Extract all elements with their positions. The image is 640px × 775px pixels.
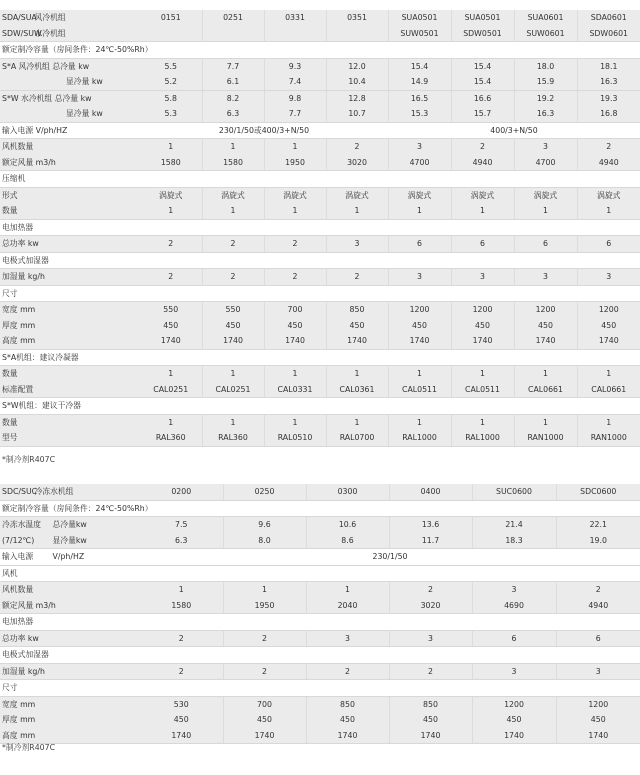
t1-size-title: 尺寸 <box>0 285 640 302</box>
value-cell: SDW0501 <box>451 26 514 42</box>
value-cell: 3 <box>577 269 640 286</box>
value-cell: 3020 <box>389 598 472 614</box>
t1-width-row: 宽度 mm 550 550 700 850 1200 1200 1200 1200 <box>0 302 640 318</box>
value-cell: 2 <box>202 269 264 286</box>
value-cell: 4940 <box>451 155 514 171</box>
value-cell: CAL0331 <box>264 382 326 398</box>
t2-depth-row: 厚度 mm 450 450 450 450 450 450 <box>0 712 640 728</box>
value-cell: SUA0501 <box>388 10 451 26</box>
value-cell: 1950 <box>264 155 326 171</box>
value-cell: 9.3 <box>264 58 326 74</box>
value-cell: 9.6 <box>223 517 306 533</box>
value-cell: 850 <box>389 696 472 712</box>
value-cell: 1 <box>451 203 514 219</box>
value-cell: 1950 <box>223 598 306 614</box>
value-cell: 5.5 <box>140 58 202 74</box>
value-cell: 1 <box>202 139 264 155</box>
value-cell: 2 <box>451 139 514 155</box>
t2-humid-cap-row: 加湿量 kg/h 2 2 2 2 3 3 <box>0 663 640 680</box>
value-cell: 1 <box>140 414 202 430</box>
value-cell: 6 <box>556 630 640 647</box>
value-cell: 1 <box>326 203 388 219</box>
value-cell: 450 <box>306 712 389 728</box>
value-cell: 1 <box>202 366 264 382</box>
value-cell <box>140 26 202 42</box>
value-cell: 1740 <box>472 728 556 744</box>
value-cell: 涡旋式 <box>202 187 264 203</box>
value-cell: 1 <box>577 203 640 219</box>
value-cell: 0251 <box>202 10 264 26</box>
value-cell: 1 <box>514 414 577 430</box>
value-cell: 1740 <box>451 333 514 349</box>
value-cell: 1 <box>388 366 451 382</box>
value-cell: 15.4 <box>451 74 514 90</box>
value-cell: 6 <box>451 236 514 253</box>
t1-power-row: 输入电源 V/ph/HZ 230/1/50或400/3+N/50 400/3+N/50 <box>0 122 640 139</box>
t2-heater-title: 电加热器 <box>0 614 640 631</box>
value-cell: 450 <box>514 318 577 334</box>
value-cell: 1 <box>202 414 264 430</box>
value-cell: 3 <box>451 269 514 286</box>
value-cell: 1740 <box>326 333 388 349</box>
value-cell: 4700 <box>388 155 451 171</box>
value-cell: 22.1 <box>556 517 640 533</box>
t1-refrigerant-note: *制冷剂R407C <box>2 455 56 464</box>
value-cell: 16.8 <box>577 106 640 122</box>
value-cell: 1 <box>264 203 326 219</box>
value-cell: 4700 <box>514 155 577 171</box>
value-cell: 0331 <box>264 10 326 26</box>
t2-refrigerant-note: *制冷剂R407C <box>2 743 56 752</box>
value-cell: 1740 <box>140 333 202 349</box>
value-cell: 0151 <box>140 10 202 26</box>
t1-header-row-2 <box>0 26 640 42</box>
value-cell: 1 <box>264 414 326 430</box>
value-cell: 450 <box>264 318 326 334</box>
value-cell: 3 <box>556 663 640 680</box>
value-cell <box>202 26 264 42</box>
t1-depth-row: 厚度 mm 450 450 450 450 450 450 450 450 <box>0 318 640 334</box>
value-cell: 2 <box>326 269 388 286</box>
t2-fan-qty-row: 风机数量 1 1 1 2 3 2 <box>0 582 640 598</box>
value-cell: 1200 <box>451 302 514 318</box>
value-cell: 1580 <box>202 155 264 171</box>
t1-humidifier-title: 电极式加湿器 <box>0 252 640 269</box>
value-cell: 1 <box>140 203 202 219</box>
value-cell: 3 <box>388 139 451 155</box>
value-cell: 1 <box>451 366 514 382</box>
t2-width-row: 宽度 mm 530 700 850 850 1200 1200 <box>0 696 640 712</box>
value-cell: 0351 <box>326 10 388 26</box>
value-cell: 1740 <box>388 333 451 349</box>
value-cell: 涡旋式 <box>140 187 202 203</box>
value-cell: 8.2 <box>202 90 264 106</box>
value-cell: 6.3 <box>140 533 223 549</box>
value-cell: 16.5 <box>388 90 451 106</box>
t1-sa-qty-row: 数量 1 1 1 1 1 1 1 1 <box>0 366 640 382</box>
value-cell: 10.7 <box>326 106 388 122</box>
value-cell: 700 <box>264 302 326 318</box>
value-cell: 5.8 <box>140 90 202 106</box>
value-cell: 1740 <box>140 728 223 744</box>
value-cell: 涡旋式 <box>451 187 514 203</box>
value-cell: 1 <box>577 414 640 430</box>
value-cell: 2 <box>140 663 223 680</box>
spec-table-2 <box>0 484 640 744</box>
value-cell: 6 <box>577 236 640 253</box>
t1-heater-title: 电加热器 <box>0 219 640 236</box>
value-cell: 1 <box>140 582 223 598</box>
t2-height-row: 高度 mm 1740 1740 1740 1740 1740 1740 <box>0 728 640 744</box>
value-cell: 2 <box>223 630 306 647</box>
value-cell: 8.0 <box>223 533 306 549</box>
value-cell: 1740 <box>389 728 472 744</box>
value-cell: 0300 <box>306 484 389 500</box>
t1-airflow-row: 额定风量 m3/h 1580 1580 1950 3020 4700 4940 4700 4940 <box>0 155 640 171</box>
value-cell: RAL360 <box>140 430 202 446</box>
value-cell: 12.8 <box>326 90 388 106</box>
value-cell: 13.6 <box>389 517 472 533</box>
value-cell: 3 <box>472 663 556 680</box>
t1-rated-cond-row: 额定制冷容量（房间条件：24℃-50%Rh） <box>0 42 640 59</box>
value-cell: 1580 <box>140 598 223 614</box>
value-cell: 450 <box>140 318 202 334</box>
value-cell: 15.4 <box>388 58 451 74</box>
t1-header-label-1: SDA/SUA 风冷机组 <box>0 10 140 26</box>
value-cell: 2 <box>326 139 388 155</box>
value-cell: 450 <box>389 712 472 728</box>
value-cell: RAL360 <box>202 430 264 446</box>
value-cell: 14.9 <box>388 74 451 90</box>
value-cell: 11.7 <box>389 533 472 549</box>
value-cell: 6.3 <box>202 106 264 122</box>
value-cell: SUA0601 <box>514 10 577 26</box>
t2-airflow-row: 额定风量 m3/h 1580 1950 2040 3020 4690 4940 <box>0 598 640 614</box>
value-cell: 2 <box>389 663 472 680</box>
value-cell: 涡旋式 <box>514 187 577 203</box>
t2-size-title: 尺寸 <box>0 680 640 697</box>
value-cell: 1 <box>264 366 326 382</box>
value-cell: 9.8 <box>264 90 326 106</box>
t1-fan-qty-row: 风机数量 1 1 1 2 3 2 3 2 <box>0 139 640 155</box>
t2-chw-sensible-row: (7/12℃) 显冷量kw 6.3 8.0 8.6 11.7 18.3 19.0 <box>0 533 640 549</box>
value-cell: 2 <box>202 236 264 253</box>
value-cell: SUW0601 <box>514 26 577 42</box>
value-cell: 1740 <box>514 333 577 349</box>
value-cell: CAL0661 <box>577 382 640 398</box>
value-cell: 6.1 <box>202 74 264 90</box>
t1-air-sensible-row: 显冷量 kw 5.2 6.1 7.4 10.4 14.9 15.4 15.9 16.3 <box>0 74 640 90</box>
value-cell: 5.3 <box>140 106 202 122</box>
value-cell: CAL0511 <box>388 382 451 398</box>
t2-chw-total-row: 冷冻水温度 总冷量kw 7.5 9.6 10.6 13.6 21.4 22.1 <box>0 517 640 533</box>
value-cell: 3 <box>514 269 577 286</box>
value-cell: 21.4 <box>472 517 556 533</box>
value-cell: 550 <box>140 302 202 318</box>
value-cell: 450 <box>451 318 514 334</box>
value-cell: 3 <box>389 630 472 647</box>
value-cell: 1 <box>202 203 264 219</box>
value-cell: SUW0501 <box>388 26 451 42</box>
value-cell: RAL1000 <box>451 430 514 446</box>
value-cell: 4940 <box>556 598 640 614</box>
value-cell: 1 <box>388 203 451 219</box>
t1-water-sensible-row: 显冷量 kw 5.3 6.3 7.7 10.7 15.3 15.7 16.3 16.8 <box>0 106 640 122</box>
value-cell: 0400 <box>389 484 472 500</box>
value-cell: 1 <box>577 366 640 382</box>
value-cell: 1200 <box>556 696 640 712</box>
value-cell: CAL0661 <box>514 382 577 398</box>
value-cell: 1 <box>451 414 514 430</box>
value-cell: 1740 <box>202 333 264 349</box>
value-cell: RAL0510 <box>264 430 326 446</box>
value-cell: 1 <box>223 582 306 598</box>
value-cell: 涡旋式 <box>326 187 388 203</box>
value-cell: 涡旋式 <box>388 187 451 203</box>
value-cell: 450 <box>388 318 451 334</box>
value-cell: SDW0601 <box>577 26 640 42</box>
value-cell: 1 <box>326 414 388 430</box>
value-cell: 1 <box>514 203 577 219</box>
value-cell: 1200 <box>514 302 577 318</box>
value-cell: 3 <box>306 630 389 647</box>
value-cell: 1580 <box>140 155 202 171</box>
value-cell: 3 <box>388 269 451 286</box>
value-cell: 7.4 <box>264 74 326 90</box>
t1-comp-qty-row: 数量 1 1 1 1 1 1 1 1 <box>0 203 640 219</box>
t1-water-total-row: S*W 水冷机组 总冷量 kw 5.8 8.2 9.8 12.8 16.5 16.6 19.2 19.3 <box>0 90 640 106</box>
value-cell: 7.5 <box>140 517 223 533</box>
value-cell: 2 <box>264 269 326 286</box>
value-cell: 1200 <box>388 302 451 318</box>
value-cell <box>326 26 388 42</box>
value-cell: 4940 <box>577 155 640 171</box>
value-cell: 15.3 <box>388 106 451 122</box>
value-cell: 3 <box>514 139 577 155</box>
value-cell: CAL0511 <box>451 382 514 398</box>
value-cell: 2 <box>264 236 326 253</box>
value-cell: 6 <box>388 236 451 253</box>
value-cell: RAL1000 <box>388 430 451 446</box>
value-cell: 16.3 <box>577 74 640 90</box>
t1-header-label-2: SDW/SUW 水冷机组 <box>0 26 140 42</box>
value-cell: 450 <box>140 712 223 728</box>
value-cell: 1 <box>264 139 326 155</box>
value-cell: CAL0251 <box>202 382 264 398</box>
value-cell: 2 <box>140 269 202 286</box>
value-cell: 12.0 <box>326 58 388 74</box>
value-cell: 2 <box>389 582 472 598</box>
value-cell: SUC0600 <box>472 484 556 500</box>
t1-header-row-1 <box>0 10 640 26</box>
value-cell: RAL0700 <box>326 430 388 446</box>
value-cell: 7.7 <box>264 106 326 122</box>
spec-table-1 <box>0 10 640 447</box>
value-cell: 19.2 <box>514 90 577 106</box>
value-cell: 1 <box>514 366 577 382</box>
value-cell: 850 <box>326 302 388 318</box>
value-cell: 涡旋式 <box>264 187 326 203</box>
value-cell: 15.7 <box>451 106 514 122</box>
value-cell: 700 <box>223 696 306 712</box>
value-cell: 10.6 <box>306 517 389 533</box>
t1-compressor-title: 压缩机 <box>0 171 640 188</box>
t1-humid-cap-row: 加湿量 kg/h 2 2 2 2 3 3 3 3 <box>0 269 640 286</box>
value-cell: 450 <box>202 318 264 334</box>
value-cell: 18.3 <box>472 533 556 549</box>
t2-fan-title: 风机 <box>0 565 640 582</box>
value-cell: RAN1000 <box>577 430 640 446</box>
t2-header-row: SDC/SUC 冷冻水机组 0200 0250 0300 0400 SUC0600 SDC0600 <box>0 484 640 500</box>
value-cell: 5.2 <box>140 74 202 90</box>
value-cell: 19.0 <box>556 533 640 549</box>
value-cell: 1 <box>388 414 451 430</box>
value-cell: SUA0501 <box>451 10 514 26</box>
t1-comp-type-row: 形式 涡旋式 涡旋式 涡旋式 涡旋式 涡旋式 涡旋式 涡旋式 涡旋式 <box>0 187 640 203</box>
value-cell: SDC0600 <box>556 484 640 500</box>
value-cell: 6 <box>472 630 556 647</box>
value-cell: 2 <box>556 582 640 598</box>
value-cell: 2 <box>140 630 223 647</box>
value-cell: 1 <box>306 582 389 598</box>
value-cell: 1 <box>140 139 202 155</box>
value-cell: 1 <box>140 366 202 382</box>
t1-sa-model-row: 标准配置 CAL0251 CAL0251 CAL0331 CAL0361 CAL0511 CAL0511 CAL0661 CAL0661 <box>0 382 640 398</box>
value-cell: 18.0 <box>514 58 577 74</box>
value-cell: 1200 <box>577 302 640 318</box>
value-cell: 1740 <box>264 333 326 349</box>
t2-rated-cond-row: 额定制冷容量（房间条件：24℃-50%Rh） <box>0 500 640 517</box>
value-cell: 3 <box>326 236 388 253</box>
t1-sa-cond-title: S*A机组：建议冷凝器 <box>0 349 640 366</box>
value-cell: 16.6 <box>451 90 514 106</box>
value-cell: 450 <box>577 318 640 334</box>
value-cell: 1740 <box>306 728 389 744</box>
value-cell: 2 <box>140 236 202 253</box>
value-cell: 4690 <box>472 598 556 614</box>
value-cell: 3020 <box>326 155 388 171</box>
t2-power-row: 输入电源 V/ph/HZ 230/1/50 <box>0 549 640 566</box>
value-cell: 15.9 <box>514 74 577 90</box>
value-cell <box>264 26 326 42</box>
value-cell: 0250 <box>223 484 306 500</box>
value-cell: 1740 <box>223 728 306 744</box>
value-cell: 涡旋式 <box>577 187 640 203</box>
value-cell: 2 <box>223 663 306 680</box>
t1-height-row: 高度 mm 1740 1740 1740 1740 1740 1740 1740 1740 <box>0 333 640 349</box>
value-cell: CAL0361 <box>326 382 388 398</box>
value-cell: 2040 <box>306 598 389 614</box>
value-cell: 450 <box>326 318 388 334</box>
value-cell: 550 <box>202 302 264 318</box>
t1-sw-qty-row: 数量 1 1 1 1 1 1 1 1 <box>0 414 640 430</box>
value-cell: 450 <box>556 712 640 728</box>
value-cell: 3 <box>472 582 556 598</box>
t1-heater-power-row: 总功率 kw 2 2 2 3 6 6 6 6 <box>0 236 640 253</box>
value-cell: 1740 <box>577 333 640 349</box>
value-cell: 450 <box>472 712 556 728</box>
value-cell: SDA0601 <box>577 10 640 26</box>
value-cell: 8.6 <box>306 533 389 549</box>
value-cell: RAN1000 <box>514 430 577 446</box>
value-cell: 530 <box>140 696 223 712</box>
value-cell: 6 <box>514 236 577 253</box>
value-cell: 19.3 <box>577 90 640 106</box>
value-cell: 18.1 <box>577 58 640 74</box>
t1-sw-model-row: 型号 RAL360 RAL360 RAL0510 RAL0700 RAL1000 RAL1000 RAN1000 RAN1000 <box>0 430 640 446</box>
value-cell: 1 <box>326 366 388 382</box>
value-cell: CAL0251 <box>140 382 202 398</box>
value-cell: 16.3 <box>514 106 577 122</box>
t1-sw-cooler-title: S*W机组：建议干冷器 <box>0 398 640 415</box>
value-cell: 7.7 <box>202 58 264 74</box>
value-cell: 2 <box>306 663 389 680</box>
value-cell: 850 <box>306 696 389 712</box>
value-cell: 0200 <box>140 484 223 500</box>
t1-air-total-row: S*A 风冷机组 总冷量 kw 5.5 7.7 9.3 12.0 15.4 15.4 18.0 18.1 <box>0 58 640 74</box>
t2-heater-power-row: 总功率 kw 2 2 3 3 6 6 <box>0 630 640 647</box>
value-cell: 15.4 <box>451 58 514 74</box>
value-cell: 1200 <box>472 696 556 712</box>
value-cell: 1740 <box>556 728 640 744</box>
value-cell: 2 <box>577 139 640 155</box>
value-cell: 10.4 <box>326 74 388 90</box>
value-cell: 450 <box>223 712 306 728</box>
t2-humidifier-title: 电极式加湿器 <box>0 647 640 664</box>
